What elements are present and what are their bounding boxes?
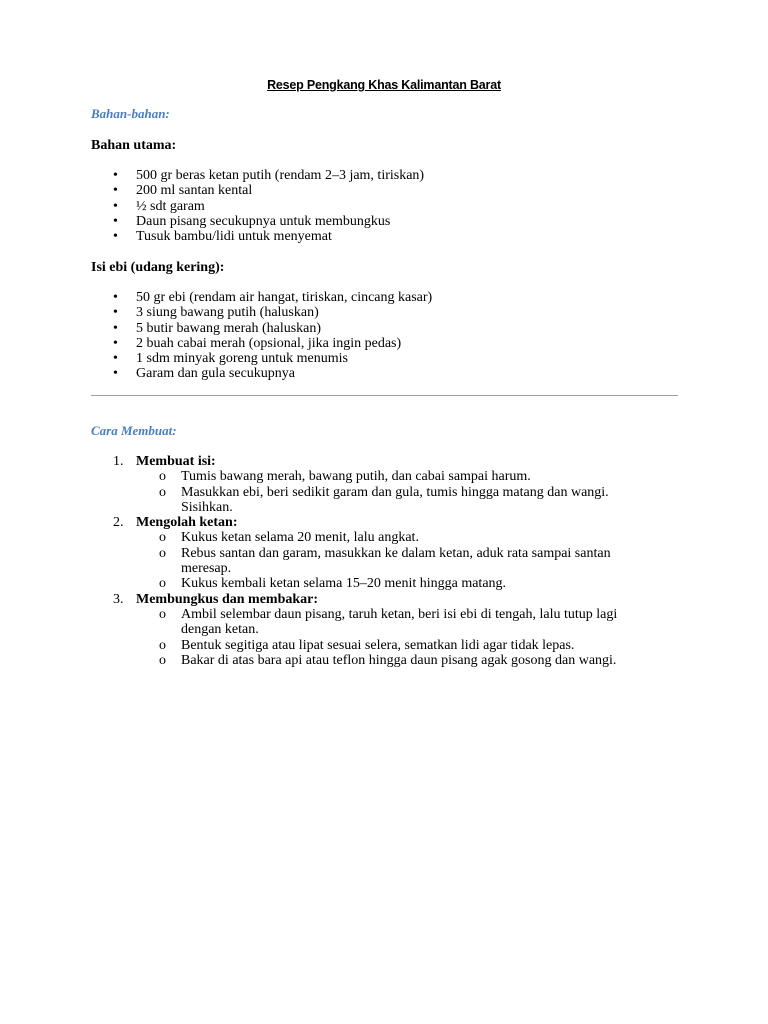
step-number: 1. bbox=[113, 454, 124, 469]
substep-list bbox=[136, 607, 661, 668]
step-item bbox=[91, 454, 661, 515]
substep-text: Rebus santan dan garam, masukkan ke dalam ketan, aduk rata sampai santan meresap. bbox=[181, 545, 611, 577]
list-item: • Tusuk bambu/lidi untuk menyemat bbox=[91, 229, 424, 244]
substep-text: Kukus ketan selama 20 menit, lalu angkat. bbox=[181, 530, 419, 546]
method-steps bbox=[91, 454, 661, 668]
document-title: Resep Pengkang Khas Kalimantan Barat bbox=[267, 78, 501, 92]
substep-item bbox=[136, 576, 661, 591]
filling-heading: Isi ebi (udang kering): bbox=[91, 260, 225, 275]
sub-bullet-icon: o bbox=[159, 545, 166, 561]
substep-text: Masukkan ebi, beri sedikit garam dan gula, tumis hingga matang dan wangi. Sisihkan. bbox=[181, 484, 609, 515]
list-item: • 1 sdm minyak goreng untuk menumis bbox=[91, 351, 432, 366]
filling-list bbox=[91, 290, 432, 382]
main-ingredients-heading: Bahan utama: bbox=[91, 138, 177, 153]
sub-bullet-icon: o bbox=[159, 576, 166, 592]
list-item: • Garam dan gula secukupnya bbox=[91, 366, 432, 381]
list-item: • ½ sdt garam bbox=[91, 199, 424, 214]
step-title: Mengolah ketan: bbox=[136, 515, 238, 531]
main-ingredients-list bbox=[91, 168, 424, 244]
step-title: Membuat isi: bbox=[136, 454, 216, 469]
substep-list bbox=[136, 530, 661, 591]
list-item: • Daun pisang secukupnya untuk membungkus bbox=[91, 214, 424, 229]
method-heading: Cara Membuat: bbox=[91, 423, 177, 438]
list-item: • 200 ml santan kental bbox=[91, 183, 424, 198]
list-item: • 5 butir bawang merah (haluskan) bbox=[91, 321, 432, 336]
list-item: • 50 gr ebi (rendam air hangat, tiriskan, cincang kasar) bbox=[91, 290, 432, 305]
sub-bullet-icon: o bbox=[159, 469, 166, 485]
step-item bbox=[91, 592, 661, 668]
step-item bbox=[91, 515, 661, 591]
substep-item bbox=[136, 607, 661, 638]
substep-item bbox=[136, 485, 661, 516]
step-title: Membungkus dan membakar: bbox=[136, 591, 319, 607]
step-number: 3. bbox=[113, 591, 124, 607]
substep-item bbox=[136, 546, 661, 577]
sub-bullet-icon: o bbox=[159, 606, 166, 622]
substep-item bbox=[136, 530, 661, 545]
list-item: • 500 gr beras ketan putih (rendam 2–3 jam, tiriskan) bbox=[91, 168, 424, 183]
sub-bullet-icon: o bbox=[159, 637, 166, 653]
substep-list bbox=[136, 469, 661, 515]
substep-text: Bentuk segitiga atau lipat sesuai selera, sematkan lidi agar tidak lepas. bbox=[181, 637, 575, 653]
list-item: • 2 buah cabai merah (opsional, jika ingin pedas) bbox=[91, 336, 432, 351]
substep-item bbox=[136, 469, 661, 484]
ingredients-heading: Bahan-bahan: bbox=[91, 106, 170, 121]
step-number: 2. bbox=[113, 515, 124, 531]
substep-item bbox=[136, 638, 661, 653]
sub-bullet-icon: o bbox=[159, 652, 166, 668]
substep-text: Tumis bawang merah, bawang putih, dan cabai sampai harum. bbox=[181, 469, 531, 485]
substep-text: Bakar di atas bara api atau teflon hingga daun pisang agak gosong dan wangi. bbox=[181, 652, 617, 668]
substep-item bbox=[136, 653, 661, 668]
substep-text: Ambil selembar daun pisang, taruh ketan, beri isi ebi di tengah, lalu tutup lagi dengan ketan. bbox=[181, 606, 618, 638]
sub-bullet-icon: o bbox=[159, 484, 166, 500]
list-item: • 3 siung bawang putih (haluskan) bbox=[91, 305, 432, 320]
substep-text: Kukus kembali ketan selama 15–20 menit hingga matang. bbox=[181, 576, 507, 592]
sub-bullet-icon: o bbox=[159, 530, 166, 546]
horizontal-divider bbox=[91, 395, 678, 396]
